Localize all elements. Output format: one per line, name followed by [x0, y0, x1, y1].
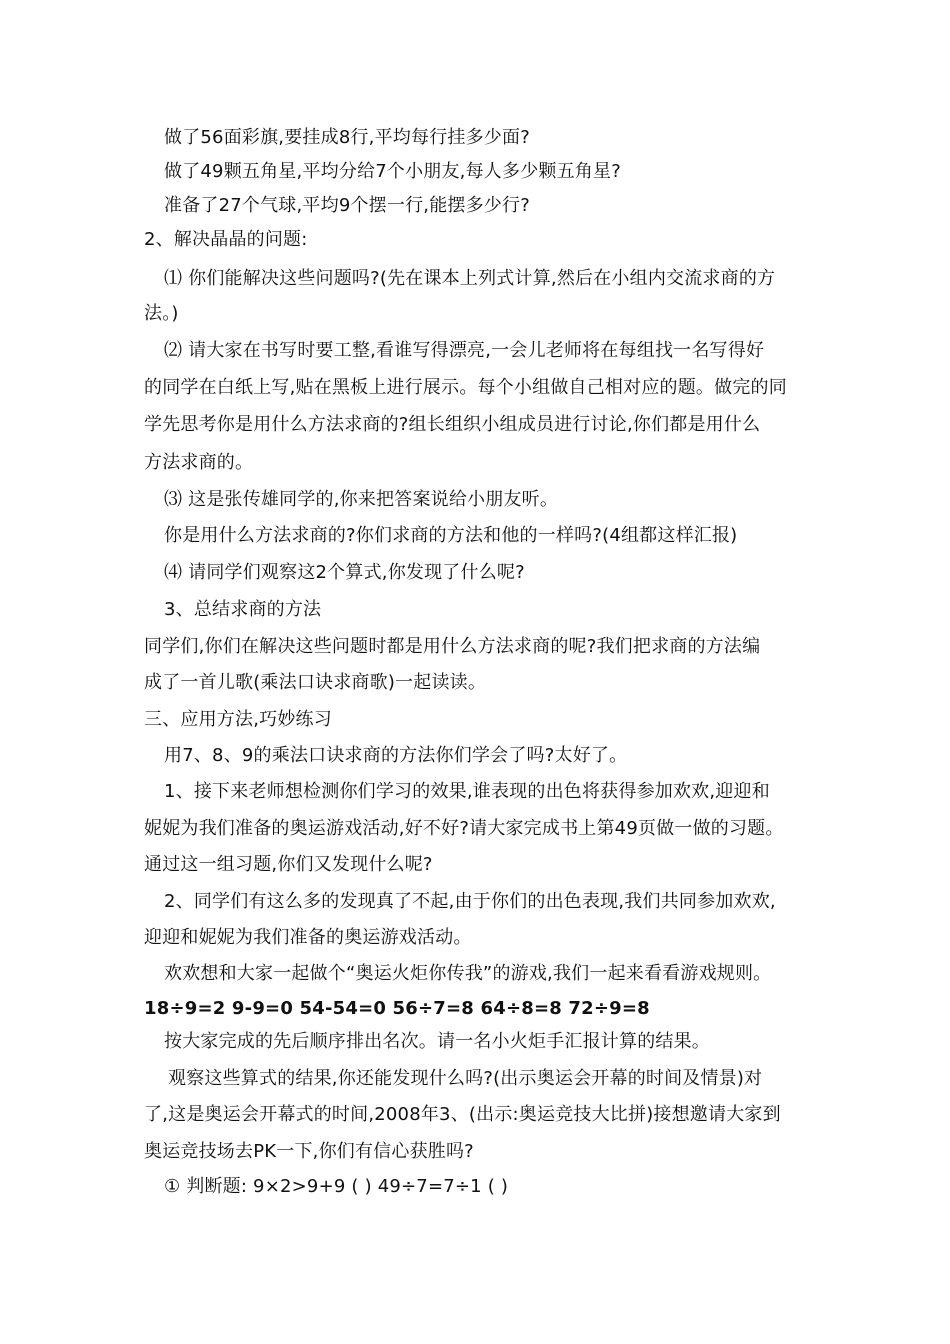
- judgment-question-line: ① 判断题: 9×2>9+9 ( ) 49÷7=7÷1 ( ): [164, 1176, 509, 1197]
- text-line: 迎迎和妮妮为我们准备的奥运游戏活动。: [144, 927, 472, 948]
- section-heading: 3、总结求商的方法: [164, 599, 322, 620]
- text-line: 的同学在白纸上写,贴在黑板上进行展示。每个小组做自己相对应的题。做完的同: [144, 377, 787, 398]
- text-line: 通过这一组习题,你们又发现什么呢?: [144, 854, 433, 875]
- text-line: 1、接下来老师想检测你们学习的效果,谁表现的出色将获得参加欢欢,迎迎和: [164, 781, 770, 802]
- text-line: ⑶ 这是张传雄同学的,你来把答案说给小朋友听。: [164, 489, 559, 510]
- text-line: 用7、8、9的乘法口诀求商的方法你们学会了吗?太好了。: [164, 745, 628, 766]
- text-line: 你是用什么方法求商的?你们求商的方法和他的一样吗?(4组都这样汇报): [164, 525, 738, 546]
- text-line: 学先思考你是用什么方法求商的?组长组织小组成员进行讨论,你们都是用什么: [144, 414, 761, 435]
- text-line: 准备了27个气球,平均9个摆一行,能摆多少行?: [164, 195, 530, 216]
- math-expression-line: 18÷9=2 9-9=0 54-54=0 56÷7=8 64÷8=8 72÷9=8: [144, 998, 650, 1019]
- text-line: 方法求商的。: [144, 452, 254, 473]
- text-line: 妮妮为我们准备的奥运游戏活动,好不好?请大家完成书上第49页做一做的习题。: [144, 818, 784, 839]
- text-line: 了,这是奥运会开幕式的时间,2008年3、(出示:奥运竞技大比拼)接想邀请大家到: [144, 1104, 781, 1125]
- text-line: 观察这些算式的结果,你还能发现什么吗?(出示奥运会开幕的时间及情景)对: [168, 1068, 763, 1089]
- text-line: ⑴ 你们能解决这些问题吗?(先在课本上列式计算,然后在小组内交流求商的方: [164, 268, 776, 289]
- text-line: 做了49颗五角星,平均分给7个小朋友,每人多少颗五角星?: [164, 161, 621, 182]
- section-heading: 2、解决晶晶的问题:: [144, 229, 308, 250]
- text-line: 欢欢想和大家一起做个“奥运火炬你传我”的游戏,我们一起来看看游戏规则。: [164, 963, 772, 984]
- section-heading: 三、应用方法,巧妙练习: [144, 709, 332, 730]
- text-line: 法。): [144, 303, 179, 324]
- text-line: 做了56面彩旗,要挂成8行,平均每行挂多少面?: [164, 127, 530, 148]
- text-line: 按大家完成的先后顺序排出名次。请一名小火炬手汇报计算的结果。: [164, 1031, 710, 1052]
- text-line: 成了一首儿歌(乘法口诀求商歌)一起读读。: [144, 672, 487, 693]
- text-line: ⑷ 请同学们观察这2个算式,你发现了什么呢?: [164, 562, 525, 583]
- text-line: ⑵ 请大家在书写时要工整,看谁写得漂亮,一会儿老师将在每组找一名写得好: [164, 340, 765, 361]
- text-line: 2、同学们有这么多的发现真了不起,由于你们的出色表现,我们共同参加欢欢,: [164, 891, 776, 912]
- text-line: 奥运竞技场去PK一下,你们有信心获胜吗?: [144, 1141, 474, 1162]
- text-line: 同学们,你们在解决这些问题时都是用什么方法求商的呢?我们把求商的方法编: [144, 636, 761, 657]
